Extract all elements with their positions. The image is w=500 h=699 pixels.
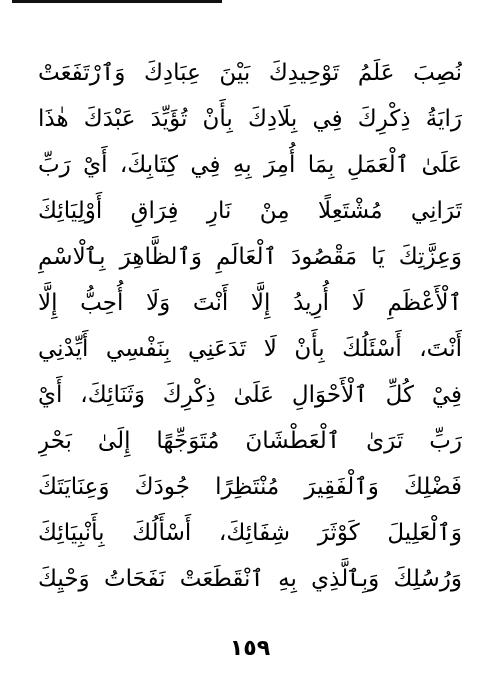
text-line-12: وَرُسُلِكَ وَبِٱلَّذِي بِهِ ٱنْقَطَعَتْ نَفَحَاتُ وَحْيِكَ <box>38 566 462 592</box>
text-line-1: نُصِبَ عَلَمُ تَوْحِيدِكَ بَيْنَ عِبَادِكَ وَٱرْتَفَعَتْ <box>38 60 462 86</box>
text-line-11: وَٱلْعَلِيلَ كَوْثَرَ شِفَائِكَ، أَسْأَلُكَ بِأَنْبِيَائِكَ <box>38 520 462 546</box>
text-line-10: فَضْلِكَ وَٱلْفَقِيرَ مُنْتَظِرًا جُودَكَ وَعِنَايَتَكَ <box>38 474 462 500</box>
text-line-9: رَبِّ تَرَىٰ ٱلْعَطْشَانَ مُتَوَجِّهًا إِلَىٰ بَحْرِ <box>38 428 462 454</box>
text-line-7: أَنْتَ، أَسْئَلُكَ بِأَنْ لَا تَدَعَنِي بِنَفْسِي أَيِّدْنِي <box>38 336 462 362</box>
text-line-8: فِيْ كُلِّ ٱلْأَحْوَالِ عَلَىٰ ذِكْرِكَ وَثَنَائِكَ، أَيْ <box>38 382 462 408</box>
text-line-6: ٱلْأَعْظَمِ لَا أُرِيدُ إِلَّا أَنْتَ وَلَا أُحِبُّ إِلَّا <box>38 290 462 316</box>
page-body <box>38 50 462 602</box>
text-line-4: تَرَانِي مُشْتَعِلًا مِنْ نَارِ فِرَاقِ أَوْلِيَائِكَ <box>38 198 462 224</box>
page-number: ١٥٩ <box>229 636 271 661</box>
text-line-2: رَايَةُ ذِكْرِكَ فِي بِلَادِكَ بِأَنْ تُؤَيِّدَ عَبْدَكَ هٰذَا <box>38 106 462 132</box>
top-rule <box>12 0 222 3</box>
text-line-3: عَلَىٰ ٱلْعَمَلِ بِمَا أُمِرَ بِهِ فِي كِتَابِكَ، أَيْ رَبِّ <box>38 152 462 178</box>
text-line-5: وَعِزَّتِكَ يَا مَقْصُودَ ٱلْعَالَمِ وَٱلظَّاهِرَ بِٱلْاسْمِ <box>38 244 462 270</box>
